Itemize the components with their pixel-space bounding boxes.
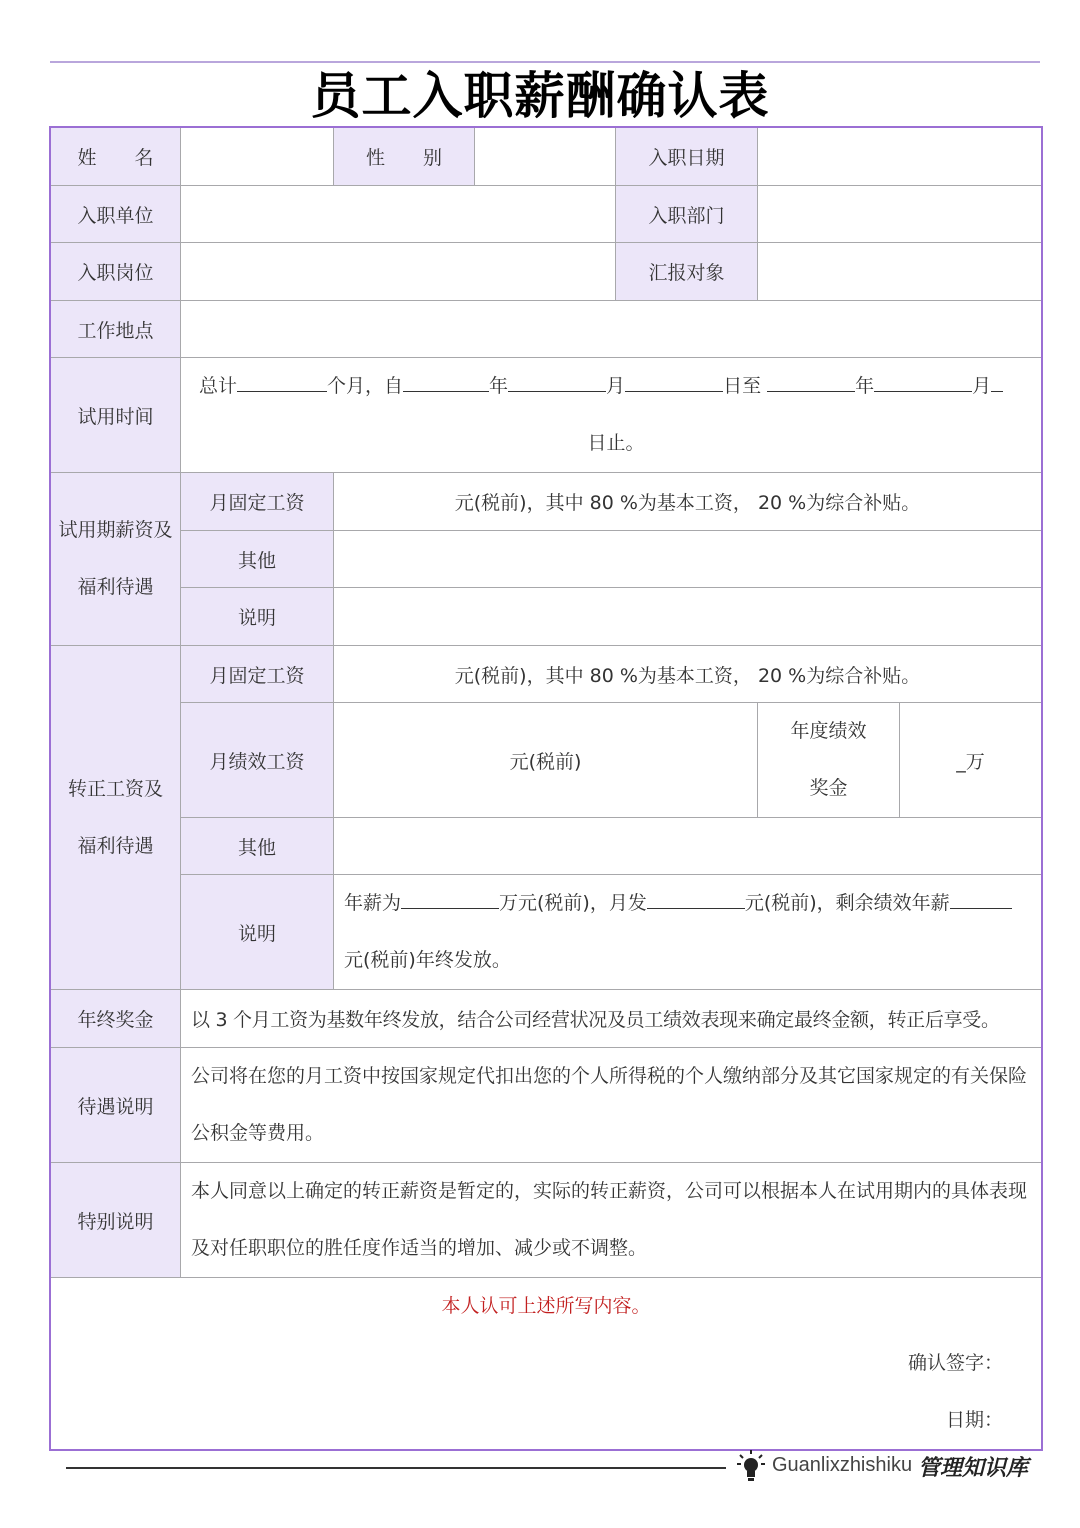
report-to-label: 汇报对象: [616, 243, 758, 301]
join-dept-label: 入职部门: [616, 186, 758, 243]
year-end-bonus-label: 年终奖金: [51, 990, 181, 1048]
probation-other-label: 其他: [181, 531, 334, 588]
probation-time-label: 试用时间: [51, 358, 181, 473]
confirm-statement: 本人认可上述所写内容。: [441, 1295, 651, 1317]
probation-end-year-blank[interactable]: [767, 371, 855, 392]
regular-perf-field: 元(税前): [334, 703, 758, 818]
brand-name-en: Guanlixzhishiku: [772, 1454, 913, 1476]
probation-end-month-blank[interactable]: [874, 371, 972, 392]
regular-note-label: 说明: [181, 875, 334, 990]
regular-note-field: 年薪为 万元(税前)，月发 元(税前)，剩余绩效年薪 元(税前)年终发放。: [334, 875, 1042, 990]
join-date-field[interactable]: [758, 128, 1042, 186]
join-dept-field[interactable]: [758, 186, 1042, 243]
name-label: 姓 名: [51, 128, 181, 186]
gender-label: 性 别: [334, 128, 475, 186]
remaining-perf-blank[interactable]: [950, 888, 1012, 909]
regular-other-label: 其他: [181, 818, 334, 875]
join-unit-label: 入职单位: [51, 186, 181, 243]
annual-salary-blank[interactable]: [401, 888, 499, 909]
monthly-pay-blank[interactable]: [647, 888, 745, 909]
annual-perf-bonus-field[interactable]: _万: [900, 703, 1042, 818]
regular-fixed-field: 元(税前)，其中 80 %为基本工资， 20 %为综合补贴。: [334, 646, 1042, 703]
brand-name-cn: 管理知识库: [918, 1455, 1029, 1481]
regular-allowance-pct: 20: [757, 664, 783, 687]
regular-fixed-label: 月固定工资: [181, 646, 334, 703]
name-field[interactable]: [181, 128, 334, 186]
special-note-label: 特别说明: [51, 1163, 181, 1278]
special-note-text: 本人同意以上确定的转正薪资是暂定的，实际的转正薪资，公司可以根据本人在试用期内的具体表现及对任职职位的胜任度作适当的增加、减少或不调整。: [181, 1163, 1042, 1278]
join-unit-field[interactable]: [181, 186, 616, 243]
probation-fixed-label: 月固定工资: [181, 473, 334, 531]
confirmation-block: [51, 1278, 1042, 1450]
probation-time-field: 总计 个月，自 年 月 日至 年 月 日止。: [181, 358, 1042, 473]
date-label: 日期：: [945, 1409, 1003, 1431]
year-end-bonus-text: 以 3 个月工资为基数年终发放，结合公司经营状况及员工绩效表现来确定最终金额，转正后享受。: [181, 990, 1042, 1048]
salary-confirmation-form: [50, 127, 1042, 1450]
report-to-field[interactable]: [758, 243, 1042, 301]
probation-note-field[interactable]: [334, 588, 1042, 646]
footer-rule: [66, 1467, 726, 1469]
lightbulb-icon: [736, 1448, 766, 1488]
benefit-note-text: 公司将在您的月工资中按国家规定代扣出您的个人所得税的个人缴纳部分及其它国家规定的有关保险公积金等费用。: [181, 1048, 1042, 1163]
probation-salary-group-label: 试用期薪资及福利待遇: [51, 473, 181, 646]
probation-allowance-pct: 20: [757, 492, 783, 514]
probation-months-blank[interactable]: [237, 371, 327, 392]
benefit-note-label: 待遇说明: [51, 1048, 181, 1163]
signature-label: 确认签字：: [907, 1352, 1003, 1374]
annual-perf-bonus-label: 年度绩效奖金: [758, 703, 900, 818]
probation-note-label: 说明: [181, 588, 334, 646]
join-post-field[interactable]: [181, 243, 616, 301]
probation-fixed-field: 元(税前)，其中 80 %为基本工资， 20 %为综合补贴。: [334, 473, 1042, 531]
gender-field[interactable]: [475, 128, 616, 186]
work-place-label: 工作地点: [51, 301, 181, 358]
join-date-label: 入职日期: [616, 128, 758, 186]
page-title: 员工入职薪酬确认表: [310, 67, 770, 125]
regular-basic-pct: 80: [589, 664, 614, 687]
join-post-label: 入职岗位: [51, 243, 181, 301]
probation-start-month-blank[interactable]: [508, 371, 606, 392]
probation-start-day-blank[interactable]: [625, 371, 723, 392]
probation-basic-pct: 80: [589, 492, 614, 514]
work-place-field[interactable]: [181, 301, 1042, 358]
top-rule: [50, 61, 1040, 63]
probation-other-field[interactable]: [334, 531, 1042, 588]
probation-start-year-blank[interactable]: [403, 371, 489, 392]
regular-other-field[interactable]: [334, 818, 1042, 875]
probation-end-day-blank[interactable]: [991, 371, 1003, 392]
regular-salary-group-label: 转正工资及福利待遇: [51, 646, 181, 990]
regular-perf-label: 月绩效工资: [181, 703, 334, 818]
